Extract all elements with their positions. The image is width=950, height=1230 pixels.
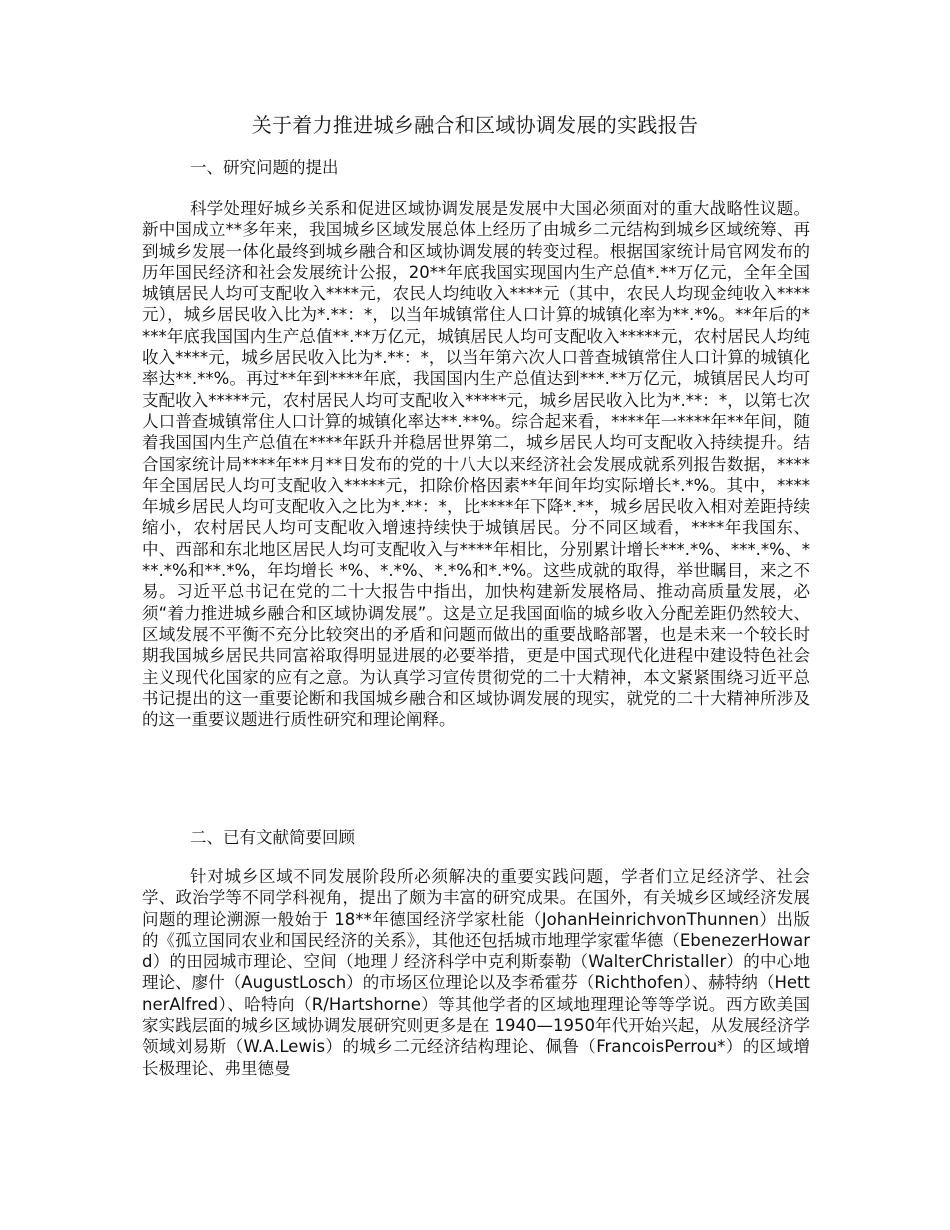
section-heading-1: 一、研究问题的提出 [190, 158, 339, 177]
document-title: 关于着力推进城乡融合和区域协调发展的实践报告 [251, 113, 699, 137]
section-paragraph-1: 科学处理好城乡关系和促进区域协调发展是发展中大国必须面对的重大战略性议题。新中国成立**多年来，我国城乡区域发展总体上经历了由城乡二元结构到城乡区域统筹、再到城乡发展一体化最终到城乡融合和区域协调发展的转变过程。根据国家统计局官网发布的历年国民经济和社会发展统计公报，20**年底我国实现国内生产总值*.**万亿元，全年全国城镇居民人均可支配收入****元，农民人均纯收入****元（其中，农民人均现金纯收入****元），城乡居民收入比为*.**：*，以当年城镇常住人口计算的城镇化率为**.*%。**年后的****年底我国国内生产总值**.**万亿元，城镇居民人均可支配收入*****元，农村居民人均纯收入****元，城乡居民收入比为*.**：*，以当年第六次人口普查城镇常住人口计算的城镇化率达**.**%。再过**年到****年底，我国国内生产总值达到***.**万亿元，城镇居民人均可支配收入*****元，农村居民人均可支配收入*****元，城乡居民收入比为*.**：*，以第七次人口普查城镇常住人口计算的城镇化率达**.**%。综合起来看，****年一****年**年间，随着我国国内生产总值在****年跃升并稳居世界第二，城乡居民人均可支配收入持续提升。结合国家统计局****年**月**日发布的党的十八大以来经济社会发展成就系列报告数据，****年全国居民人均可支配收入*****元，扣除价格因素**年间年均实际增长*.*%。其中，****年城乡居民人均可支配收入之比为*.**：*，比****年下降*.**，城乡居民收入相对差距持续缩小，农村居民人均可支配收入增速持续快于城镇居民。分不同区域看，****年我国东、中、西部和东北地区居民人均可支配收入与****年相比，分别累计增长***.*%、***.*%、***.*%和**.*%，年均增长 *%、*.*%、*.*%和*.*%。这些成就的取得，举世瞩目，来之不易。习近平总书记在党的二十大报告中指出，加快构建新发展格局、推动高质量发展，必须“着力推进城乡融合和区域协调发展”。这是立足我国面临的城乡收入分配差距仍然较大、区域发展不平衡不充分比较突出的矛盾和问题而做出的重要战略部署，也是未来一个较长时期我国城乡居民共同富裕取得明显进展的必要举措，更是中国式现代化进程中建设特色社会主义现代化国家的应有之意。为认真学习宣传贯彻党的二十大精神，本文紧紧围绕习近平总书记提出的这一重要论断和我国城乡融合和区域协调发展的现实，就党的二十大精神所涉及的这一重要议题进行质性研究和理论阐释。 [142, 199, 810, 730]
section-heading-2: 二、已有文献简要回顾 [190, 828, 355, 847]
section-paragraph-2: 针对城乡区域不同发展阶段所必须解决的重要实践问题，学者们立足经济学、社会学、政治学等不同学科视角，提出了颇为丰富的研究成果。在国外，有关城乡区域经济发展问题的理论溯源一般始于 18**年德国经济学家杜能（JohanHeinrichvonThunnen）出版的《孤立国同农业和国民经济的关系》，其他还包括城市地理学家霍华德（EbenezerHoward）的田园城市理论、空间（地理丿经济科学中克利斯泰勒（WalterChristaller）的中心地理论、廖什（AugustLosch）的市场区位理论以及李希霍芬（Richthofen）、赫特纳（HettnerAlfred）、哈特向（R/Hartshorne）等其他学者的区域地理理论等等学说。西方欧美国家实践层面的城乡区域协调发展研究则更多是在 1940—1950年代开始兴起，从发展经济学领域刘易斯（W.A.Lewis）的城乡二元经济结构理论、佩鲁（FrancoisPerrou*）的区域增长极理论、弗里德曼 [142, 867, 810, 1078]
